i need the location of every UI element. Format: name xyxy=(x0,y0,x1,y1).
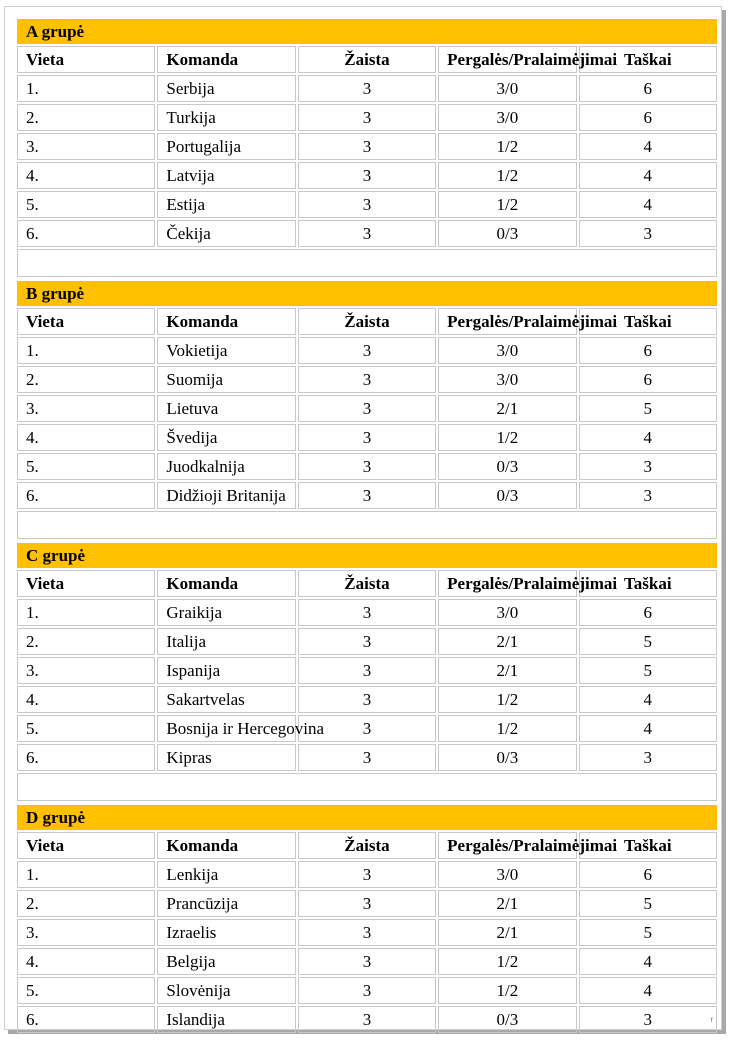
spacer-cell xyxy=(17,511,717,539)
spacer-cell xyxy=(17,773,717,801)
cell-points: 3 xyxy=(579,482,717,509)
cell-place: 3. xyxy=(17,395,155,422)
cell-points: 5 xyxy=(579,628,717,655)
group-title-row xyxy=(17,805,717,830)
cell-place: 5. xyxy=(17,715,155,742)
group-table xyxy=(15,803,719,1035)
cell-played: 3 xyxy=(298,482,436,509)
cell-team: Suomija xyxy=(157,366,295,393)
group-table xyxy=(15,541,719,803)
cell-place: 6. xyxy=(17,220,155,247)
header-wl: Pergalės/Pralaimėjimai xyxy=(438,832,576,859)
table-row xyxy=(17,162,717,189)
table-row xyxy=(17,366,717,393)
cell-points: 4 xyxy=(579,715,717,742)
header-played: Žaista xyxy=(298,832,436,859)
table-row xyxy=(17,191,717,218)
cell-points: 5 xyxy=(579,395,717,422)
table-row xyxy=(17,599,717,626)
cell-points: 6 xyxy=(579,861,717,888)
cell-played: 3 xyxy=(298,861,436,888)
header-row xyxy=(17,308,717,335)
cell-played: 3 xyxy=(298,686,436,713)
table-row xyxy=(17,686,717,713)
cell-team: Graikija xyxy=(157,599,295,626)
cell-wl: 3/0 xyxy=(438,75,576,102)
cell-place: 3. xyxy=(17,657,155,684)
table-row xyxy=(17,395,717,422)
cell-team: Islandija xyxy=(157,1006,295,1033)
cell-team: Prancūzija xyxy=(157,890,295,917)
cell-team: Izraelis xyxy=(157,919,295,946)
header-place: Vieta xyxy=(17,308,155,335)
cell-wl: 0/3 xyxy=(438,482,576,509)
cell-wl: 2/1 xyxy=(438,890,576,917)
cell-points: 4 xyxy=(579,191,717,218)
header-team: Komanda xyxy=(157,46,295,73)
header-row xyxy=(17,570,717,597)
cell-place: 5. xyxy=(17,453,155,480)
cell-wl: 1/2 xyxy=(438,424,576,451)
cell-place: 4. xyxy=(17,686,155,713)
table-row xyxy=(17,861,717,888)
table-row xyxy=(17,715,717,742)
cell-points: 4 xyxy=(579,948,717,975)
cell-points: 6 xyxy=(579,104,717,131)
header-team: Komanda xyxy=(157,570,295,597)
header-played: Žaista xyxy=(298,308,436,335)
cell-team: Ispanija xyxy=(157,657,295,684)
cell-place: 5. xyxy=(17,977,155,1004)
cell-played: 3 xyxy=(298,1006,436,1033)
cell-team: Serbija xyxy=(157,75,295,102)
table-row xyxy=(17,948,717,975)
group-title-row xyxy=(17,19,717,44)
cell-points: 5 xyxy=(579,657,717,684)
header-played: Žaista xyxy=(298,46,436,73)
table-row xyxy=(17,104,717,131)
group-title-row xyxy=(17,281,717,306)
spacer-row xyxy=(17,773,717,801)
cell-place: 2. xyxy=(17,628,155,655)
header-team: Komanda xyxy=(157,308,295,335)
table-row xyxy=(17,424,717,451)
cell-played: 3 xyxy=(298,366,436,393)
table-row xyxy=(17,453,717,480)
cell-wl: 1/2 xyxy=(438,133,576,160)
cell-points: 4 xyxy=(579,162,717,189)
cell-place: 4. xyxy=(17,948,155,975)
cell-team: Bosnija ir Hercegovina xyxy=(157,715,295,742)
cell-wl: 2/1 xyxy=(438,395,576,422)
cell-played: 3 xyxy=(298,744,436,771)
cell-place: 1. xyxy=(17,337,155,364)
cell-team: Lenkija xyxy=(157,861,295,888)
cell-played: 3 xyxy=(298,890,436,917)
cell-place: 4. xyxy=(17,424,155,451)
cell-played: 3 xyxy=(298,162,436,189)
cell-played: 3 xyxy=(298,104,436,131)
header-wl: Pergalės/Pralaimėjimai xyxy=(438,570,576,597)
table-row xyxy=(17,220,717,247)
cell-played: 3 xyxy=(298,191,436,218)
group-title-row xyxy=(17,543,717,568)
header-row xyxy=(17,46,717,73)
cell-wl: 3/0 xyxy=(438,861,576,888)
cell-points: 4 xyxy=(579,133,717,160)
cell-points: 6 xyxy=(579,75,717,102)
cell-place: 6. xyxy=(17,744,155,771)
cell-place: 1. xyxy=(17,75,155,102)
standings-content xyxy=(15,17,719,1035)
cell-points: 5 xyxy=(579,890,717,917)
cell-wl: 2/1 xyxy=(438,657,576,684)
header-row xyxy=(17,832,717,859)
cell-wl: 3/0 xyxy=(438,337,576,364)
table-row xyxy=(17,337,717,364)
cell-points: 6 xyxy=(579,599,717,626)
header-place: Vieta xyxy=(17,46,155,73)
cell-place: 1. xyxy=(17,861,155,888)
table-row xyxy=(17,75,717,102)
group-table xyxy=(15,17,719,279)
table-row xyxy=(17,977,717,1004)
table-row xyxy=(17,133,717,160)
cell-team: Čekija xyxy=(157,220,295,247)
cell-points: 4 xyxy=(579,977,717,1004)
cell-wl: 2/1 xyxy=(438,628,576,655)
cell-team: Švedija xyxy=(157,424,295,451)
cell-played: 3 xyxy=(298,977,436,1004)
corner-mark: r xyxy=(710,1015,713,1024)
cell-wl: 1/2 xyxy=(438,162,576,189)
cell-place: 2. xyxy=(17,366,155,393)
cell-points: 3 xyxy=(579,220,717,247)
spacer-row xyxy=(17,511,717,539)
table-row xyxy=(17,919,717,946)
cell-played: 3 xyxy=(298,337,436,364)
cell-place: 4. xyxy=(17,162,155,189)
cell-wl: 0/3 xyxy=(438,220,576,247)
cell-played: 3 xyxy=(298,628,436,655)
cell-wl: 0/3 xyxy=(438,1006,576,1033)
cell-wl: 1/2 xyxy=(438,191,576,218)
cell-team: Vokietija xyxy=(157,337,295,364)
header-wl: Pergalės/Pralaimėjimai xyxy=(438,308,576,335)
cell-team: Didžioji Britanija xyxy=(157,482,295,509)
cell-played: 3 xyxy=(298,75,436,102)
cell-points: 6 xyxy=(579,337,717,364)
cell-team: Slovėnija xyxy=(157,977,295,1004)
cell-team: Latvija xyxy=(157,162,295,189)
cell-points: 6 xyxy=(579,366,717,393)
cell-team: Lietuva xyxy=(157,395,295,422)
cell-wl: 2/1 xyxy=(438,919,576,946)
group-table xyxy=(15,279,719,541)
group-title: D grupė xyxy=(17,805,717,830)
cell-played: 3 xyxy=(298,395,436,422)
cell-played: 3 xyxy=(298,453,436,480)
cell-played: 3 xyxy=(298,599,436,626)
group-title: A grupė xyxy=(17,19,717,44)
table-row xyxy=(17,482,717,509)
cell-wl: 1/2 xyxy=(438,686,576,713)
cell-wl: 0/3 xyxy=(438,744,576,771)
cell-points: 4 xyxy=(579,424,717,451)
cell-team: Portugalija xyxy=(157,133,295,160)
cell-team: Italija xyxy=(157,628,295,655)
cell-place: 3. xyxy=(17,919,155,946)
cell-team: Turkija xyxy=(157,104,295,131)
cell-points: 3 xyxy=(579,1006,717,1033)
cell-place: 3. xyxy=(17,133,155,160)
cell-played: 3 xyxy=(298,657,436,684)
cell-played: 3 xyxy=(298,424,436,451)
cell-place: 5. xyxy=(17,191,155,218)
cell-place: 1. xyxy=(17,599,155,626)
cell-points: 3 xyxy=(579,744,717,771)
table-row xyxy=(17,744,717,771)
cell-team: Juodkalnija xyxy=(157,453,295,480)
cell-wl: 0/3 xyxy=(438,453,576,480)
cell-team: Estija xyxy=(157,191,295,218)
header-points: Taškai xyxy=(579,570,717,597)
cell-wl: 1/2 xyxy=(438,977,576,1004)
table-row xyxy=(17,1006,717,1033)
table-row xyxy=(17,628,717,655)
cell-wl: 3/0 xyxy=(438,104,576,131)
cell-wl: 1/2 xyxy=(438,715,576,742)
cell-place: 6. xyxy=(17,482,155,509)
cell-place: 2. xyxy=(17,890,155,917)
table-row xyxy=(17,657,717,684)
header-wl: Pergalės/Pralaimėjimai xyxy=(438,46,576,73)
cell-place: 2. xyxy=(17,104,155,131)
header-played: Žaista xyxy=(298,570,436,597)
cell-played: 3 xyxy=(298,220,436,247)
header-points: Taškai xyxy=(579,308,717,335)
cell-wl: 1/2 xyxy=(438,948,576,975)
cell-team: Sakartvelas xyxy=(157,686,295,713)
cell-played: 3 xyxy=(298,948,436,975)
spacer-cell xyxy=(17,249,717,277)
cell-played: 3 xyxy=(298,715,436,742)
cell-team: Belgija xyxy=(157,948,295,975)
cell-team: Kipras xyxy=(157,744,295,771)
cell-wl: 3/0 xyxy=(438,599,576,626)
cell-place: 6. xyxy=(17,1006,155,1033)
header-place: Vieta xyxy=(17,832,155,859)
cell-points: 3 xyxy=(579,453,717,480)
header-points: Taškai xyxy=(579,46,717,73)
group-title: C grupė xyxy=(17,543,717,568)
table-row xyxy=(17,890,717,917)
header-team: Komanda xyxy=(157,832,295,859)
header-place: Vieta xyxy=(17,570,155,597)
cell-points: 4 xyxy=(579,686,717,713)
group-title: B grupė xyxy=(17,281,717,306)
cell-played: 3 xyxy=(298,919,436,946)
cell-played: 3 xyxy=(298,133,436,160)
cell-points: 5 xyxy=(579,919,717,946)
document-page xyxy=(4,6,722,1030)
header-points: Taškai xyxy=(579,832,717,859)
spacer-row xyxy=(17,249,717,277)
cell-wl: 3/0 xyxy=(438,366,576,393)
